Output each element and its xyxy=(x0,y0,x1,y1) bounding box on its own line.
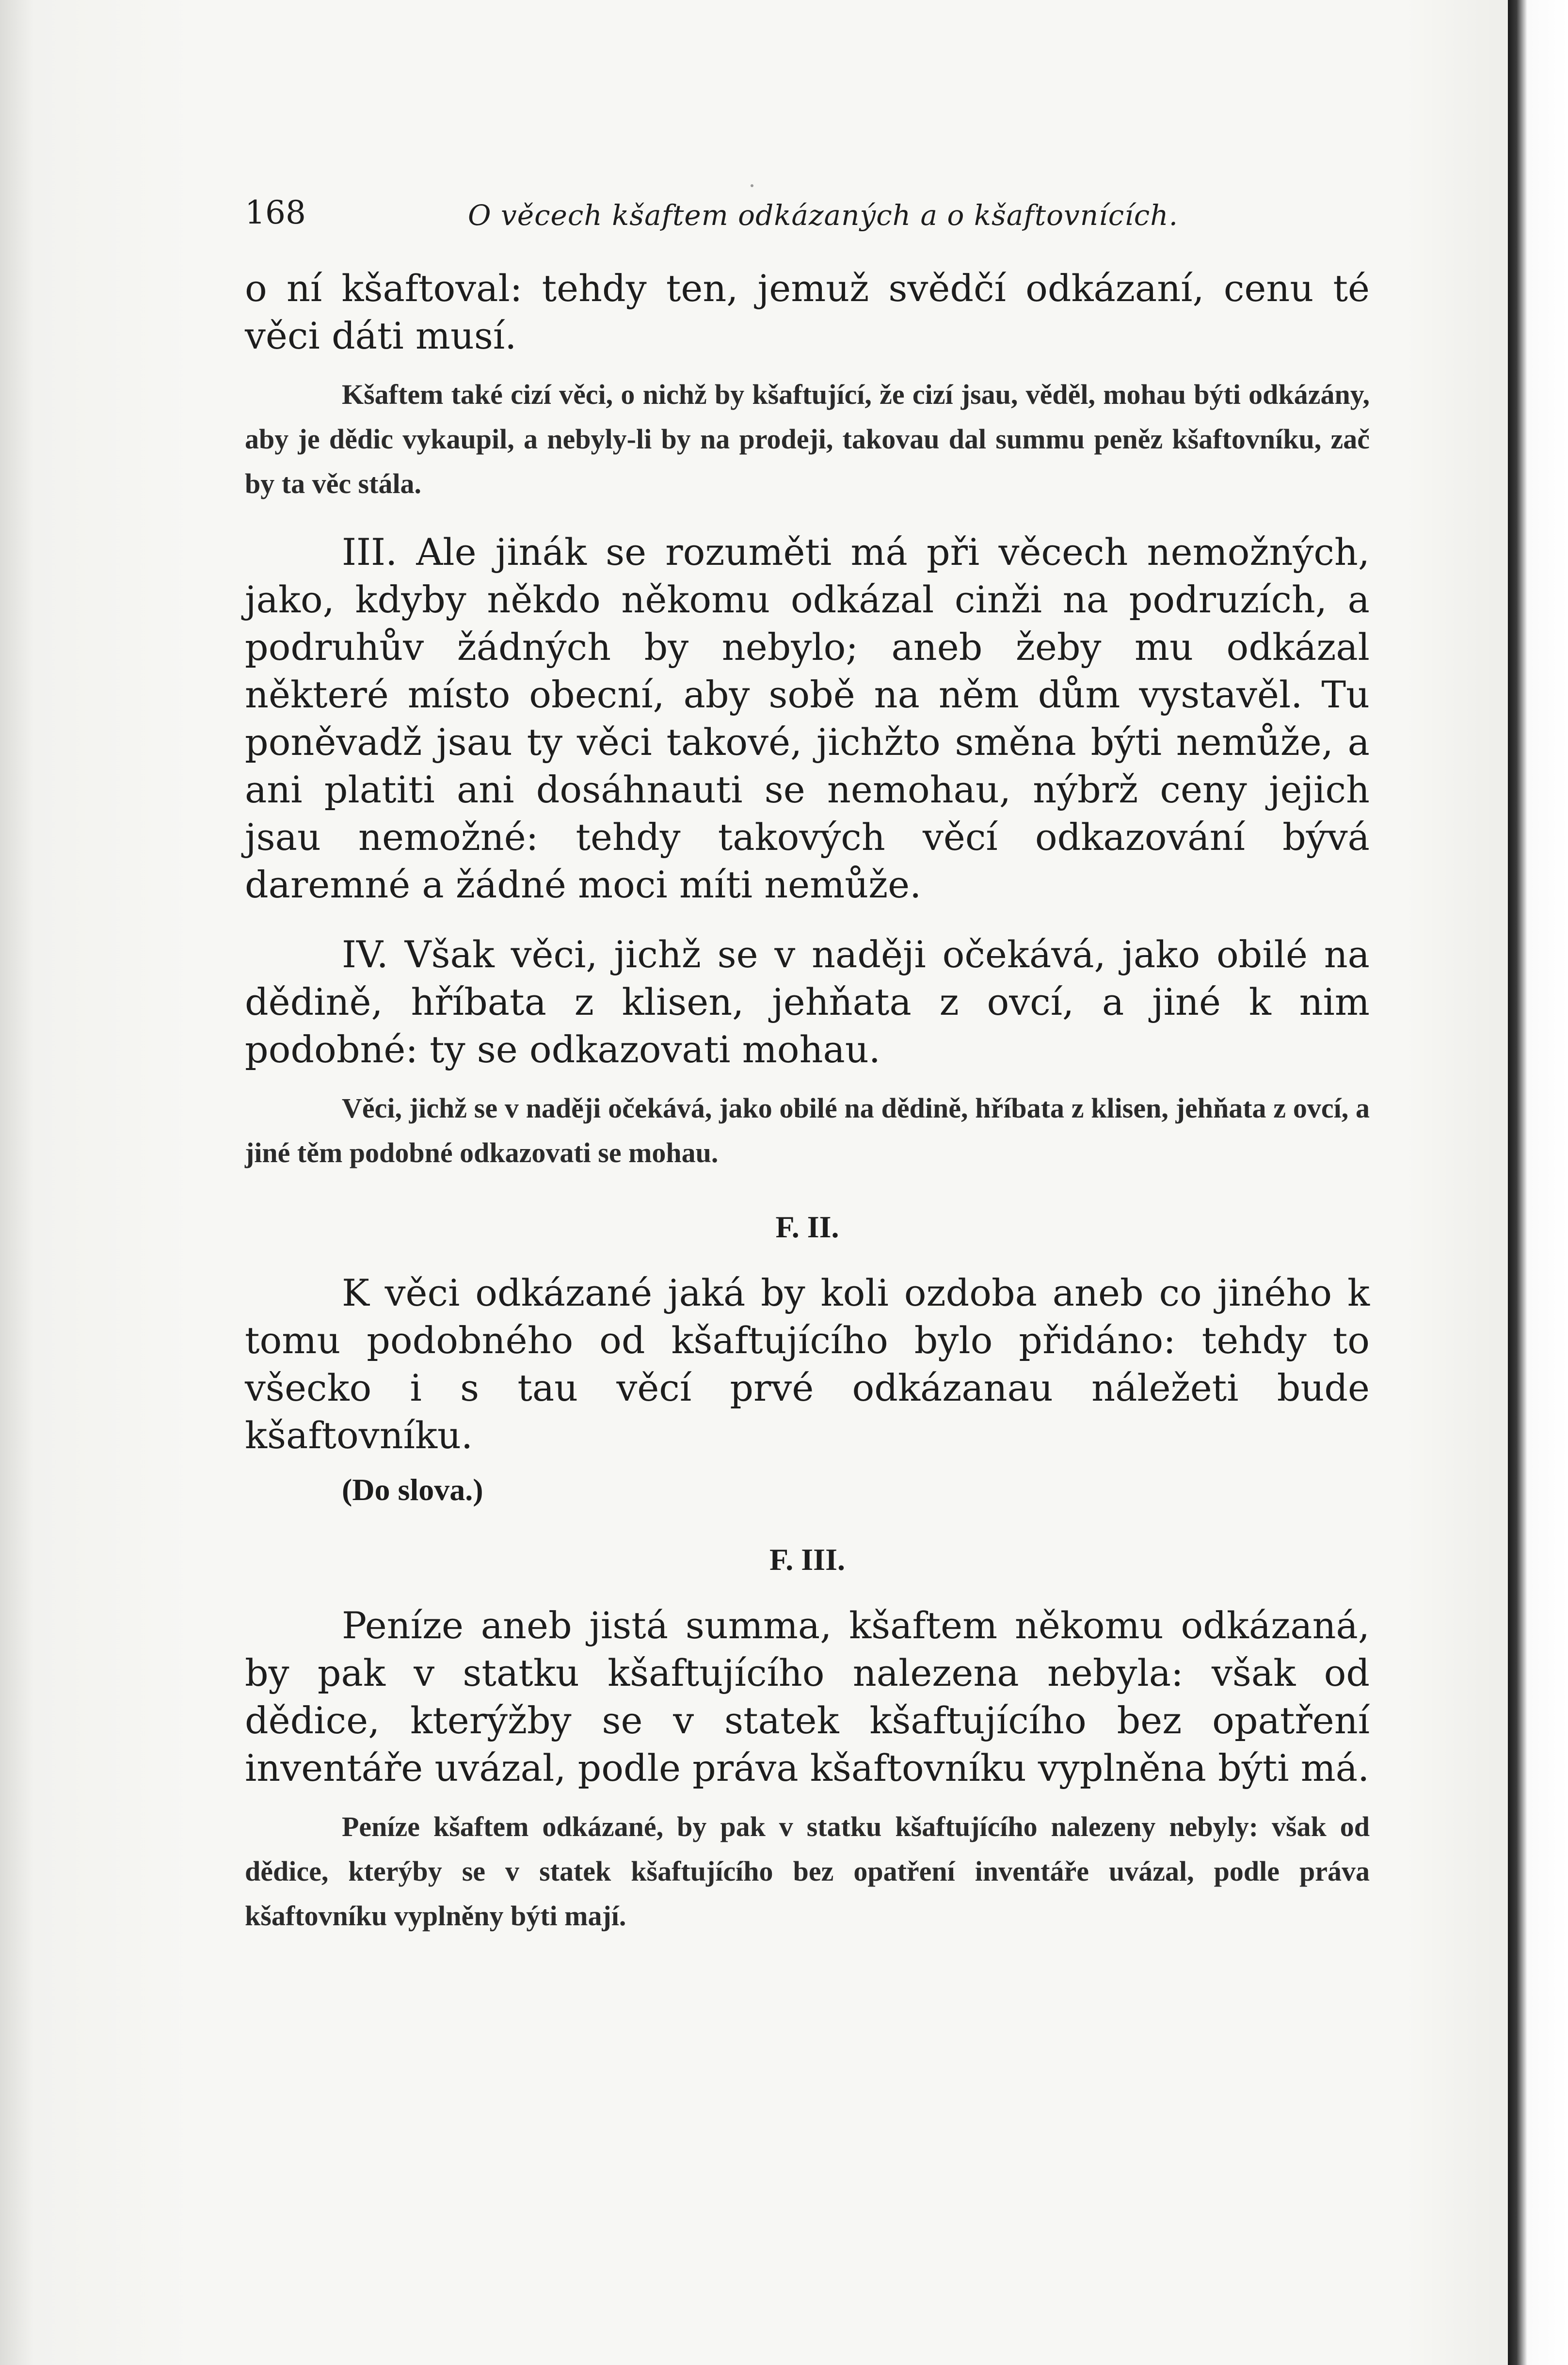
section-heading-f-ii: F. II. xyxy=(775,1210,839,1244)
paragraph-continuation: o ní kšaftoval: tehdy ten, jemuž svědčí odkázaní, cenu té věci dáti musí. xyxy=(245,267,1370,357)
paragraph-iv: IV. Však věci, jichž se v naději očekává, jako obilé na dědině, hříbata z klisen, jehňata z ovcí, a jiné k nim podobné: ty se odkazovati mohau. xyxy=(245,933,1370,1071)
page-content xyxy=(245,194,1370,1938)
gloss-paragraph-3: Peníze kšaftem odkázané, by pak v statku kšaftujícího nalezeny nebyly: však od dědice, kterýby se v statek kšaftujícího bez opatření inventáře uvázal, podle práva kšaftovníku vyplněny býti mají. xyxy=(245,1811,1370,1932)
gloss-paragraph-2: Věci, jichž se v naději očekává, jako obilé na dědině, hříbata z klisen, jehňata z ovcí, a jiné těm podobné odkazovati se mohau. xyxy=(245,1092,1370,1168)
page-number: 168 xyxy=(245,194,306,231)
print-speck xyxy=(751,184,753,187)
page-edge xyxy=(1508,0,1568,2365)
paragraph-iii: III. Ale jinák se rozuměti má při věcech nemožných, jako, kdyby někdo někomu odkázal cinži na podruzích, a podruhův žádných by nebylo; aneb žeby mu odkázal některé místo obecní, aby sobě na něm dům vystavěl. Tu poněvadž jsau ty věci takové, jichžto směna býti nemůže, a ani platiti ani dosáhnauti se nemohau, nýbrž ceny jejich jsau nemožné: tehdy takových věcí odkazování bývá daremné a žádné moci míti nemůže. xyxy=(245,530,1370,906)
paragraph-f-iii: Peníze aneb jistá summa, kšaftem někomu odkázaná, by pak v statku kšaftujícího nalezena nebyla: však od dědice, kterýžby se v statek kšaftujícího bez opatření inventáře uvázal, podle práva kšaftovníku vyplněna býti má. xyxy=(245,1604,1370,1790)
section-heading-f-iii: F. III. xyxy=(769,1542,845,1577)
running-head: O věcech kšaftem odkázaných a o kšaftovnících. xyxy=(468,199,1179,232)
gloss-paragraph-1: Kšaftem také cizí věci, o nichž by kšaftující, že cizí jsau, věděl, mohau býti odkázány, aby je dědic vykaupil, a nebyly-li by na prodeji, takovau dal summu peněz kšaftovníku, zač by ta věc stála. xyxy=(245,379,1370,499)
page-header xyxy=(245,194,1370,252)
note-do-slova: (Do slova.) xyxy=(342,1472,483,1507)
paragraph-f-ii: K věci odkázané jaká by koli ozdoba aneb co jiného k tomu podobného od kšaftujícího bylo přidáno: tehdy to všecko i s tau věcí prvé odkázanau náležeti bude kšaftovníku. xyxy=(245,1271,1370,1457)
